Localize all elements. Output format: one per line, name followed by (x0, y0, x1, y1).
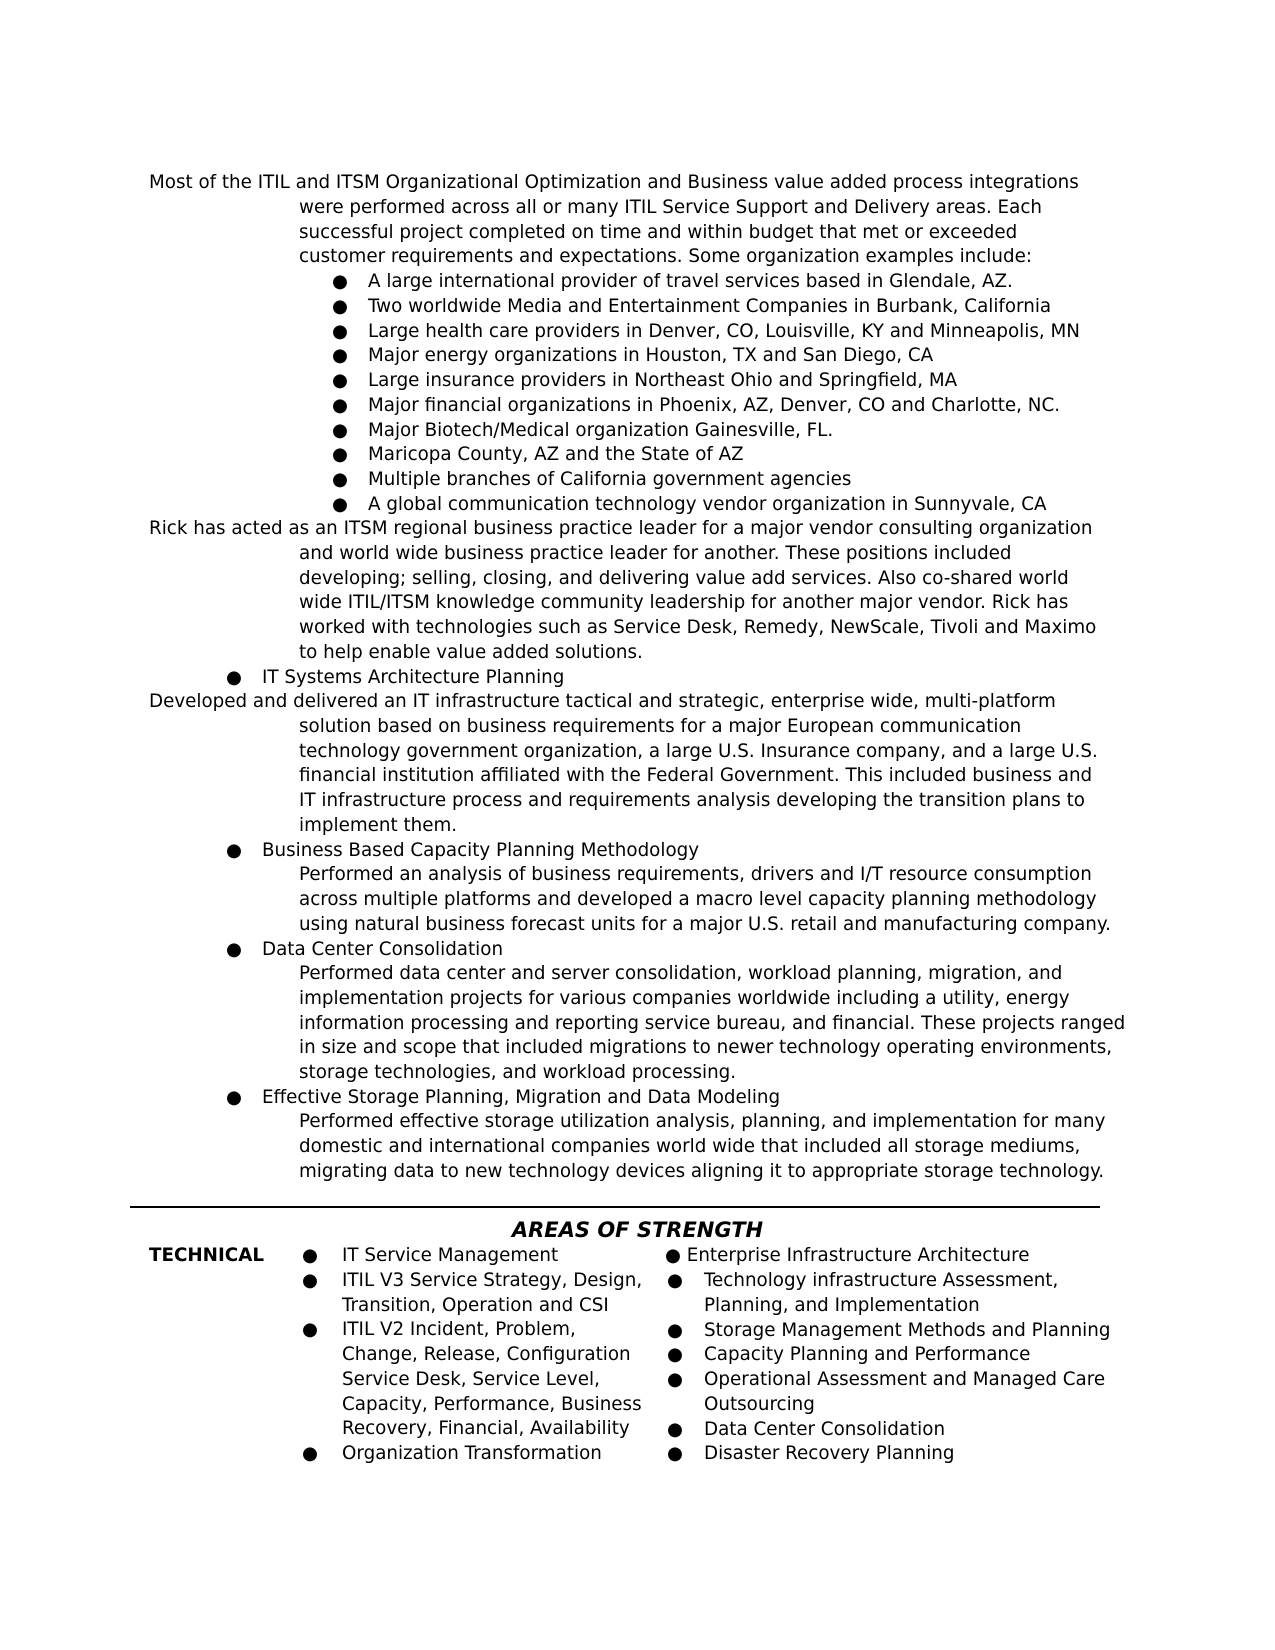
strengths-column-2 (667, 1269, 1124, 1467)
organization-examples-list (332, 270, 1080, 518)
bullet-icon: ● (302, 1319, 318, 1341)
bullet-icon: ● (226, 840, 242, 861)
rick-first-line: Rick has acted as an ITSM regional business practice leader for a major vendor consulting organization (149, 518, 1093, 539)
bullet-icon: ● (332, 469, 348, 490)
item-datacenter: ● Data Center Consolidation (262, 938, 503, 963)
architecture-paragraph (149, 690, 1129, 839)
rick-rest: and world wide business practice leader for another. These positions included developing; selling, closing, and delivering value add services. Also co-shared world wide ITIL/ITSM knowledge community leadership for another major vendor. Rick has worked with technologies such as Service Desk, Remedy, NewScale, Tivoli and Maximo to help enable value added solutions. (299, 542, 1097, 663)
architecture-rest: solution based on business requirements for a major European communication technology government organization, a large U.S. Insurance company, and a large U.S. financial institution affiliated with the Federal Government. This included business and IT infrastructure process and requirements analysis developing the transition plans to implement them. (299, 715, 1098, 836)
list-item: ● ITIL V3 Service Strategy, Design, Transition, Operation and CSI (302, 1269, 643, 1316)
list-item: ● Major energy organizations in Houston, TX and San Diego, CA (368, 344, 1080, 369)
intro-first-line: Most of the ITIL and ITSM Organizational Optimization and Business value added process integrations (149, 172, 1079, 193)
architecture-first-line: Developed and delivered an IT infrastructure tactical and strategic, enterprise wide, multi-platform (149, 691, 1056, 712)
bullet-icon: ● (667, 1369, 683, 1390)
list-item: ● Disaster Recovery Planning (704, 1442, 1124, 1467)
bullet-icon: ● (667, 1344, 683, 1366)
storage-text: Performed effective storage utilization analysis, planning, and implementation for many domestic and international companies world wide that included all storage mediums, migrating data to new technology devices aligning it to appropriate storage technology. (299, 1111, 1106, 1182)
bullet-icon: ● (665, 1245, 681, 1266)
list-item: ● Organization Transformation (342, 1442, 657, 1467)
bullet-icon: ● (302, 1269, 318, 1291)
bullet-icon: ● (226, 939, 242, 960)
list-item: ● Two worldwide Media and Entertainment Companies in Burbank, California (368, 295, 1080, 320)
bullet-icon: ● (226, 667, 242, 688)
bullet-icon: ● (332, 419, 348, 441)
bullet-icon: ● (332, 444, 348, 466)
bullet-icon: ● (302, 1443, 318, 1464)
strengths-column-1 (302, 1244, 657, 1467)
list-item: ● Multiple branches of California government agencies (368, 468, 1080, 493)
list-item: ● Capacity Planning and Performance (704, 1343, 1124, 1368)
list-item: ● Maricopa County, AZ and the State of AZ (368, 443, 1080, 468)
bullet-icon: ● (332, 345, 348, 367)
bullet-icon: ● (332, 370, 348, 391)
datacenter-text: Performed data center and server consolidation, workload planning, migration, and implementation projects for various companies worldwide including a utility, energy information processing and reporting service bureau, and financial. These projects ranged in size and scope that included migrations to newer technology operating environments, storage technologies, and workload processing. (299, 963, 1126, 1083)
rick-paragraph (149, 517, 1129, 666)
list-item: ● IT Service Management (342, 1244, 657, 1269)
areas-of-strength-heading: AREAS OF STRENGTH (511, 1218, 764, 1242)
list-item: ● Data Center Consolidation (704, 1418, 1124, 1443)
bullet-icon: ● (667, 1319, 683, 1341)
bullet-icon: ● (667, 1418, 683, 1440)
list-item: ● Major Biotech/Medical organization Gainesville, FL. (368, 419, 1080, 444)
list-item: ● Technology infrastructure Assessment, Planning, and Implementation (667, 1270, 1059, 1316)
section-divider (130, 1206, 1100, 1208)
list-item: ● Large health care providers in Denver, CO, Louisville, KY and Minneapolis, MN (368, 320, 1080, 345)
technical-label: TECHNICAL (149, 1245, 264, 1266)
bullet-icon: ● (332, 320, 348, 342)
bullet-icon: ● (332, 394, 348, 416)
list-item: ● Major financial organizations in Phoenix, AZ, Denver, CO and Charlotte, NC. (368, 394, 1080, 419)
list-item: ● A large international provider of travel services based in Glendale, AZ. (368, 270, 1080, 295)
bullet-icon: ● (332, 493, 348, 515)
capacity-text: Performed an analysis of business requirements, drivers and I/T resource consumption across multiple platforms and developed a macro level capacity planning methodology using natural business forecast units for a major U.S. retail and manufacturing company. (299, 864, 1111, 935)
bullet-icon: ● (302, 1245, 318, 1266)
bullet-icon: ● (667, 1270, 683, 1291)
bullet-icon: ● (667, 1443, 683, 1465)
bullet-icon: ● (226, 1087, 242, 1108)
strengths-column-2-first: ● Enterprise Infrastructure Architecture (665, 1245, 1030, 1266)
list-item: ● ITIL V2 Incident, Problem, Change, Release, Configuration Service Desk, Service Level, Capacity, Performance, Business Recovery, Financial, Availability (302, 1319, 642, 1440)
item-storage: ● Effective Storage Planning, Migration and Data Modeling (262, 1086, 780, 1111)
item-capacity: ● Business Based Capacity Planning Methodology (262, 839, 699, 864)
list-item: ● Storage Management Methods and Planning (704, 1319, 1124, 1344)
intro-rest: were performed across all or many ITIL Service Support and Delivery areas. Each successful project completed on time and within budget that met or exceeded customer requirements and expectations. Some organization examples include: (299, 196, 1042, 268)
bullet-icon: ● (332, 295, 348, 317)
list-item: ● A global communication technology vendor organization in Sunnyvale, CA (368, 493, 1080, 518)
intro-paragraph (149, 171, 1129, 270)
list-item: ● Operational Assessment and Managed Care Outsourcing (667, 1369, 1106, 1415)
list-item: ● Large insurance providers in Northeast Ohio and Springfield, MA (368, 369, 1080, 394)
item-architecture: ● IT Systems Architecture Planning (262, 666, 564, 691)
bullet-icon: ● (332, 271, 348, 292)
